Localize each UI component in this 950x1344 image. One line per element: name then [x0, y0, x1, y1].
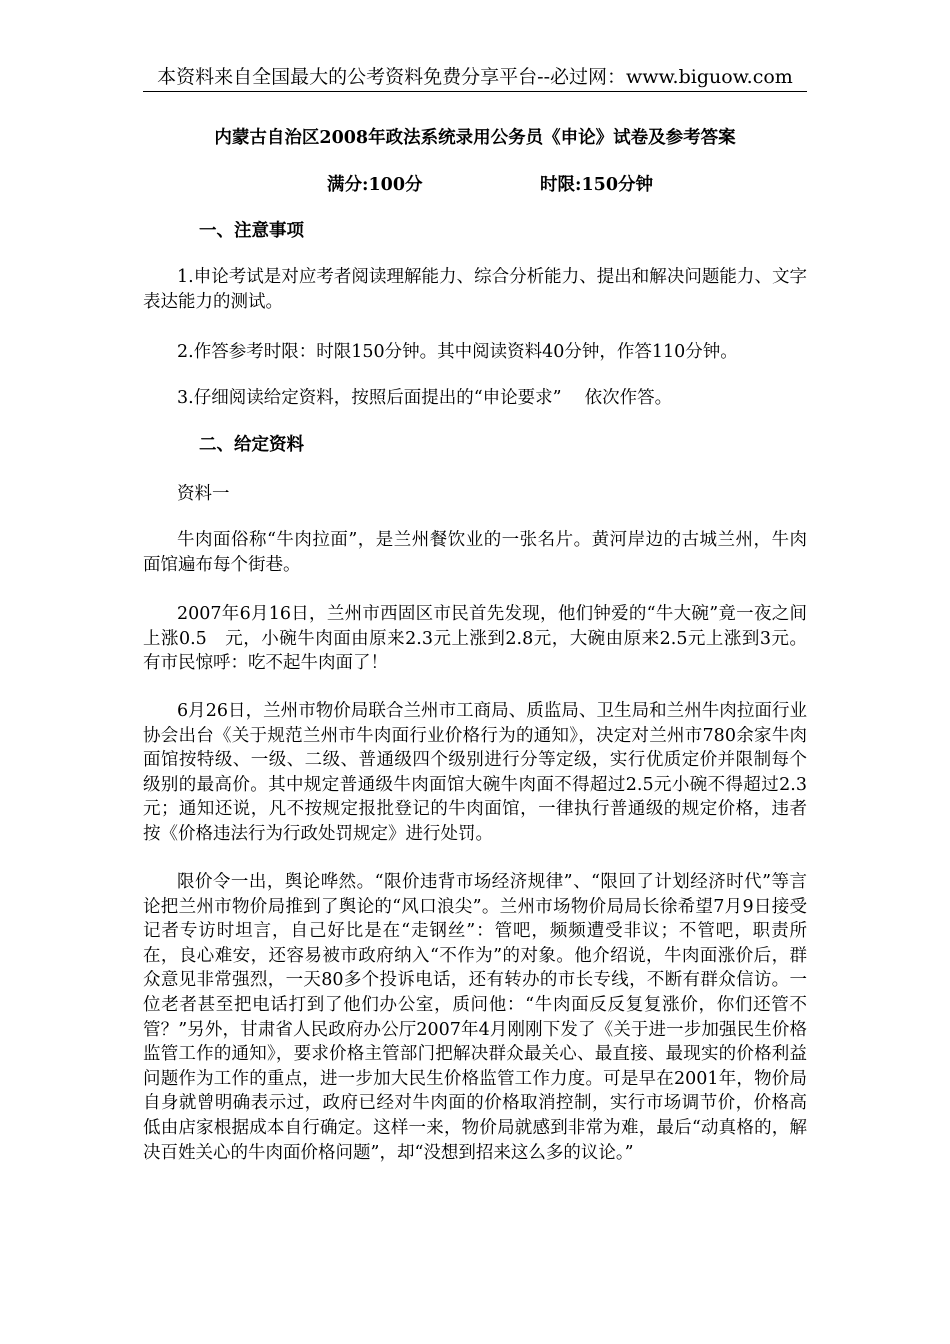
material-paragraph-3: 6月26日，兰州市物价局联合兰州市工商局、质监局、卫生局和兰州牛肉拉面行业协会出台《关于规范兰州市牛肉面行业价格行为的通知》，决定对兰州市780余家牛肉面馆按特级、一级、二级、普通级四个级别进行分等定级，实行优质定价并限制每个级别的最高价。其中规定普通级牛肉面馆大碗牛肉面不得超过2.5元小碗不得超过2.3元；通知还说，凡不按规定报批登记的牛肉面馆，一律执行普通级的规定价格，违者按《价格违法行为行政处罚规定》进行处罚。 — [143, 701, 807, 844]
page-header-source: 本资料来自全国最大的公考资料免费分享平台--必过网：www.biguow.com — [157, 66, 793, 88]
note-item-2: 2.作答参考时限：时限150分钟。其中阅读资料40分钟，作答110分钟。 — [177, 342, 738, 362]
full-score: 满分:100分 — [327, 175, 423, 195]
document-title: 内蒙古自治区2008年政法系统录用公务员《申论》试卷及参考答案 — [214, 128, 736, 148]
note-item-3: 3.仔细阅读给定资料，按照后面提出的“申论要求” 依次作答。 — [177, 388, 673, 408]
material-paragraph-1: 牛肉面俗称“牛肉拉面”，是兰州餐饮业的一张名片。黄河岸边的古城兰州，牛肉面馆遍布每个街巷。 — [143, 530, 807, 575]
header-divider — [143, 91, 807, 92]
material-label: 资料一 — [177, 484, 230, 504]
time-limit: 时限:150分钟 — [540, 175, 653, 195]
section-heading-materials: 二、给定资料 — [199, 435, 304, 455]
section-heading-notes: 一、注意事项 — [199, 221, 304, 241]
material-paragraph-4: 限价令一出，舆论哗然。“限价违背市场经济规律”、“限回了计划经济时代”等言论把兰州市物价局推到了舆论的“风口浪尖”。兰州市场物价局局长徐希望7月9日接受记者专访时坦言，自己好比是在“走钢丝”：管吧，频频遭受非议；不管吧，职责所在，良心难安，还容易被市政府纳入“不作为”的对象。他介绍说，牛肉面涨价后，群众意见非常强烈，一天80多个投诉电话，还有转办的市长专线，不断有群众信访。一位老者甚至把电话打到了他们办公室，质问他：“牛肉面反反复复涨价，你们还管不管？”另外，甘肃省人民政府办公厅2007年4月刚刚下发了《关于进一步加强民生价格监管工作的通知》，要求价格主管部门把解决群众最关心、最直接、最现实的价格利益问题作为工作的重点，进一步加大民生价格监管工作力度。可是早在2001年，物价局自身就曾明确表示过，政府已经对牛肉面的价格取消控制，实行市场调节价，价格高低由店家根据成本自行确定。这样一来，物价局就感到非常为难，最后“动真格的，解决百姓关心的牛肉面价格问题”，却“没想到招来这么多的议论。” — [143, 872, 807, 1163]
note-item-1: 1.申论考试是对应考者阅读理解能力、综合分析能力、提出和解决问题能力、文字表达能力的测试。 — [143, 267, 807, 312]
material-paragraph-2: 2007年6月16日，兰州市西固区市民首先发现，他们钟爱的“牛大碗”竟一夜之间上涨0.5 元，小碗牛肉面由原来2.3元上涨到2.8元，大碗由原来2.5元上涨到3元。有市民惊呼：吃不起牛肉面了！ — [143, 604, 807, 674]
